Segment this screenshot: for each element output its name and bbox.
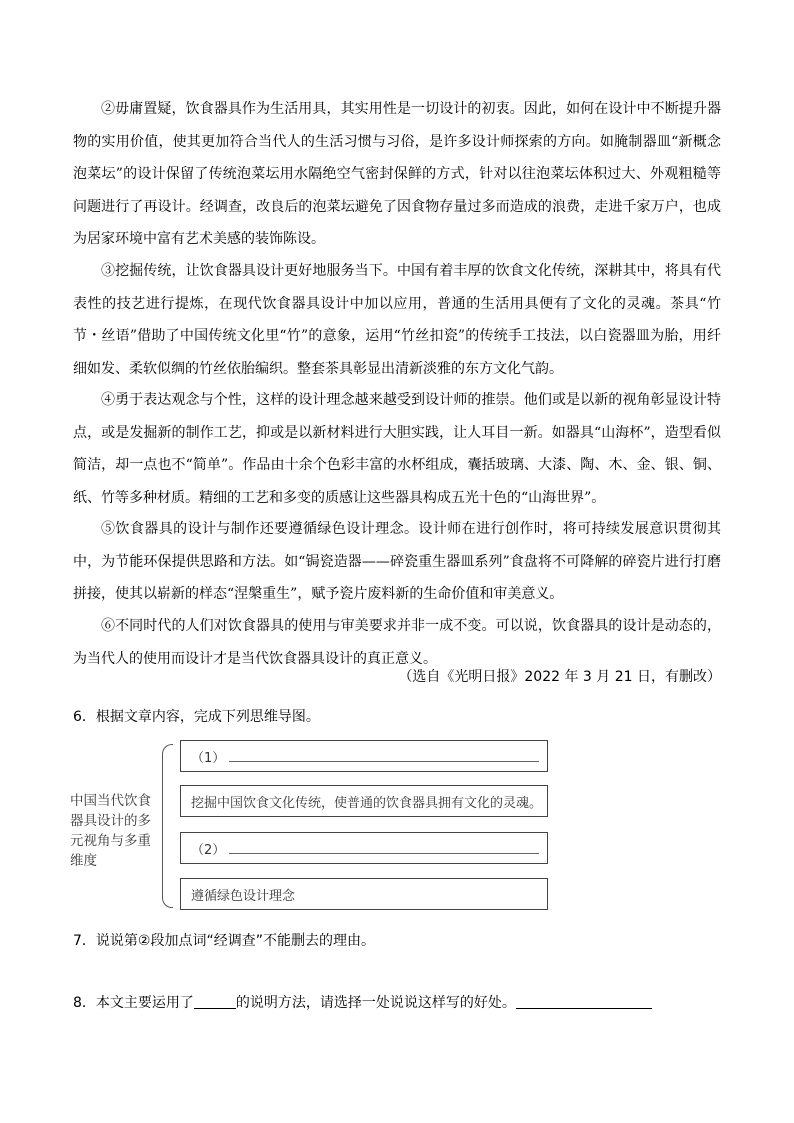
question-6: 6．根据文章内容，完成下列思维导图。: [73, 709, 320, 725]
mindmap-bracket: [162, 744, 173, 908]
mindmap-box-2-text: 挖掘中国饮食文化传统，使普通的饮食器具拥有文化的灵魂。: [191, 795, 543, 811]
mindmap-box-2: [180, 785, 548, 817]
mindmap-box-4: [180, 878, 548, 910]
mindmap-center-label: 中国当代饮食器具设计的多元视角与多重维度: [70, 793, 151, 869]
article-source: （选自《光明日报》2022 年 3 月 21 日，有删改）: [398, 669, 721, 685]
answer-blank-benefit[interactable]: [516, 994, 652, 1009]
mindmap-box-3[interactable]: [180, 832, 548, 864]
paragraph-4: ④勇于表达观念与个性，这样的设计理念越来越受到设计师的推崇。他们或是以新的视角彰显设计特点，或是发掘新的制作工艺，抑或是以新材料进行大胆实践，让人耳目一新。如器具“山海杯”，造型看似简洁，却一点也不“简单”。作品由十余个色彩丰富的水杯组成，囊括玻璃、大漆、陶、木、金、银、铜、纸、竹等多种材质。精细的工艺和多变的质感让这些器具构成五光十色的“山海世界”。: [73, 392, 721, 506]
answer-blank-method[interactable]: [194, 994, 236, 1009]
question-8-part-b: 的说明方法，请选择一处说说这样写的好处。: [235, 995, 516, 1011]
question-8-part-a: 8．本文主要运用了: [73, 995, 194, 1011]
mindmap-box-4-text: 遵循绿色设计理念: [191, 888, 296, 904]
paragraph-3: ③挖掘传统，让饮食器具设计更好地服务当下。中国有着丰厚的饮食文化传统，深耕其中，将具有代表性的技艺进行提炼，在现代饮食器具设计中加以应用，普通的生活用具便有了文化的灵魂。茶具“竹节・丝语”借助了中国传统文化里“竹”的意象，运用“竹丝扣瓷”的传统手工技法，以白瓷器皿为胎，用纤细如发、柔软似绸的竹丝依胎编织。整套茶具彰显出清新淡雅的东方文化气韵。: [73, 263, 721, 377]
paragraph-5: ⑤饮食器具的设计与制作还要遵循绿色设计理念。设计师在进行创作时，将可持续发展意识贯彻其中，为节能环保提供思路和方法。如“锔瓷造器——碎瓷重生器皿系列”食盘将不可降解的碎瓷片进行打磨拼接，使其以崭新的样态“涅槃重生”，赋予瓷片废料新的生命价值和审美意义。: [73, 521, 721, 602]
mindmap-box-1[interactable]: [180, 740, 548, 772]
question-8: [73, 992, 652, 1012]
paragraph-2: ②毋庸置疑，饮食器具作为生活用具，其实用性是一切设计的初衷。因此，如何在设计中不断提升器物的实用价值，使其更加符合当代人的生活习惯与习俗，是许多设计师探索的方向。如腌制器皿“新概念泡菜坛”的设计保留了传统泡菜坛用水隔绝空气密封保鲜的方式，针对以往泡菜坛体积过大、外观粗糙等问题进行了再设计。经调查，改良后的泡菜坛避免了因食物存量过多而造成的浪费，走进千家万户，也成为居家环境中富有艺术美感的装饰陈设。: [73, 101, 721, 247]
mindmap-box-1-label: （1）: [191, 750, 226, 766]
mindmap-box-3-label: （2）: [191, 842, 226, 858]
paragraph-6: ⑥不同时代的人们对饮食器具的使用与审美要求并非一成不变。可以说，饮食器具的设计是动态的，为当代人的使用而设计才是当代饮食器具设计的真正意义。: [73, 618, 721, 667]
answer-blank-2[interactable]: [229, 843, 539, 854]
question-7: 7．说说第②段加点词“经调查”不能删去的理由。: [73, 933, 375, 949]
answer-blank-1[interactable]: [229, 751, 539, 762]
